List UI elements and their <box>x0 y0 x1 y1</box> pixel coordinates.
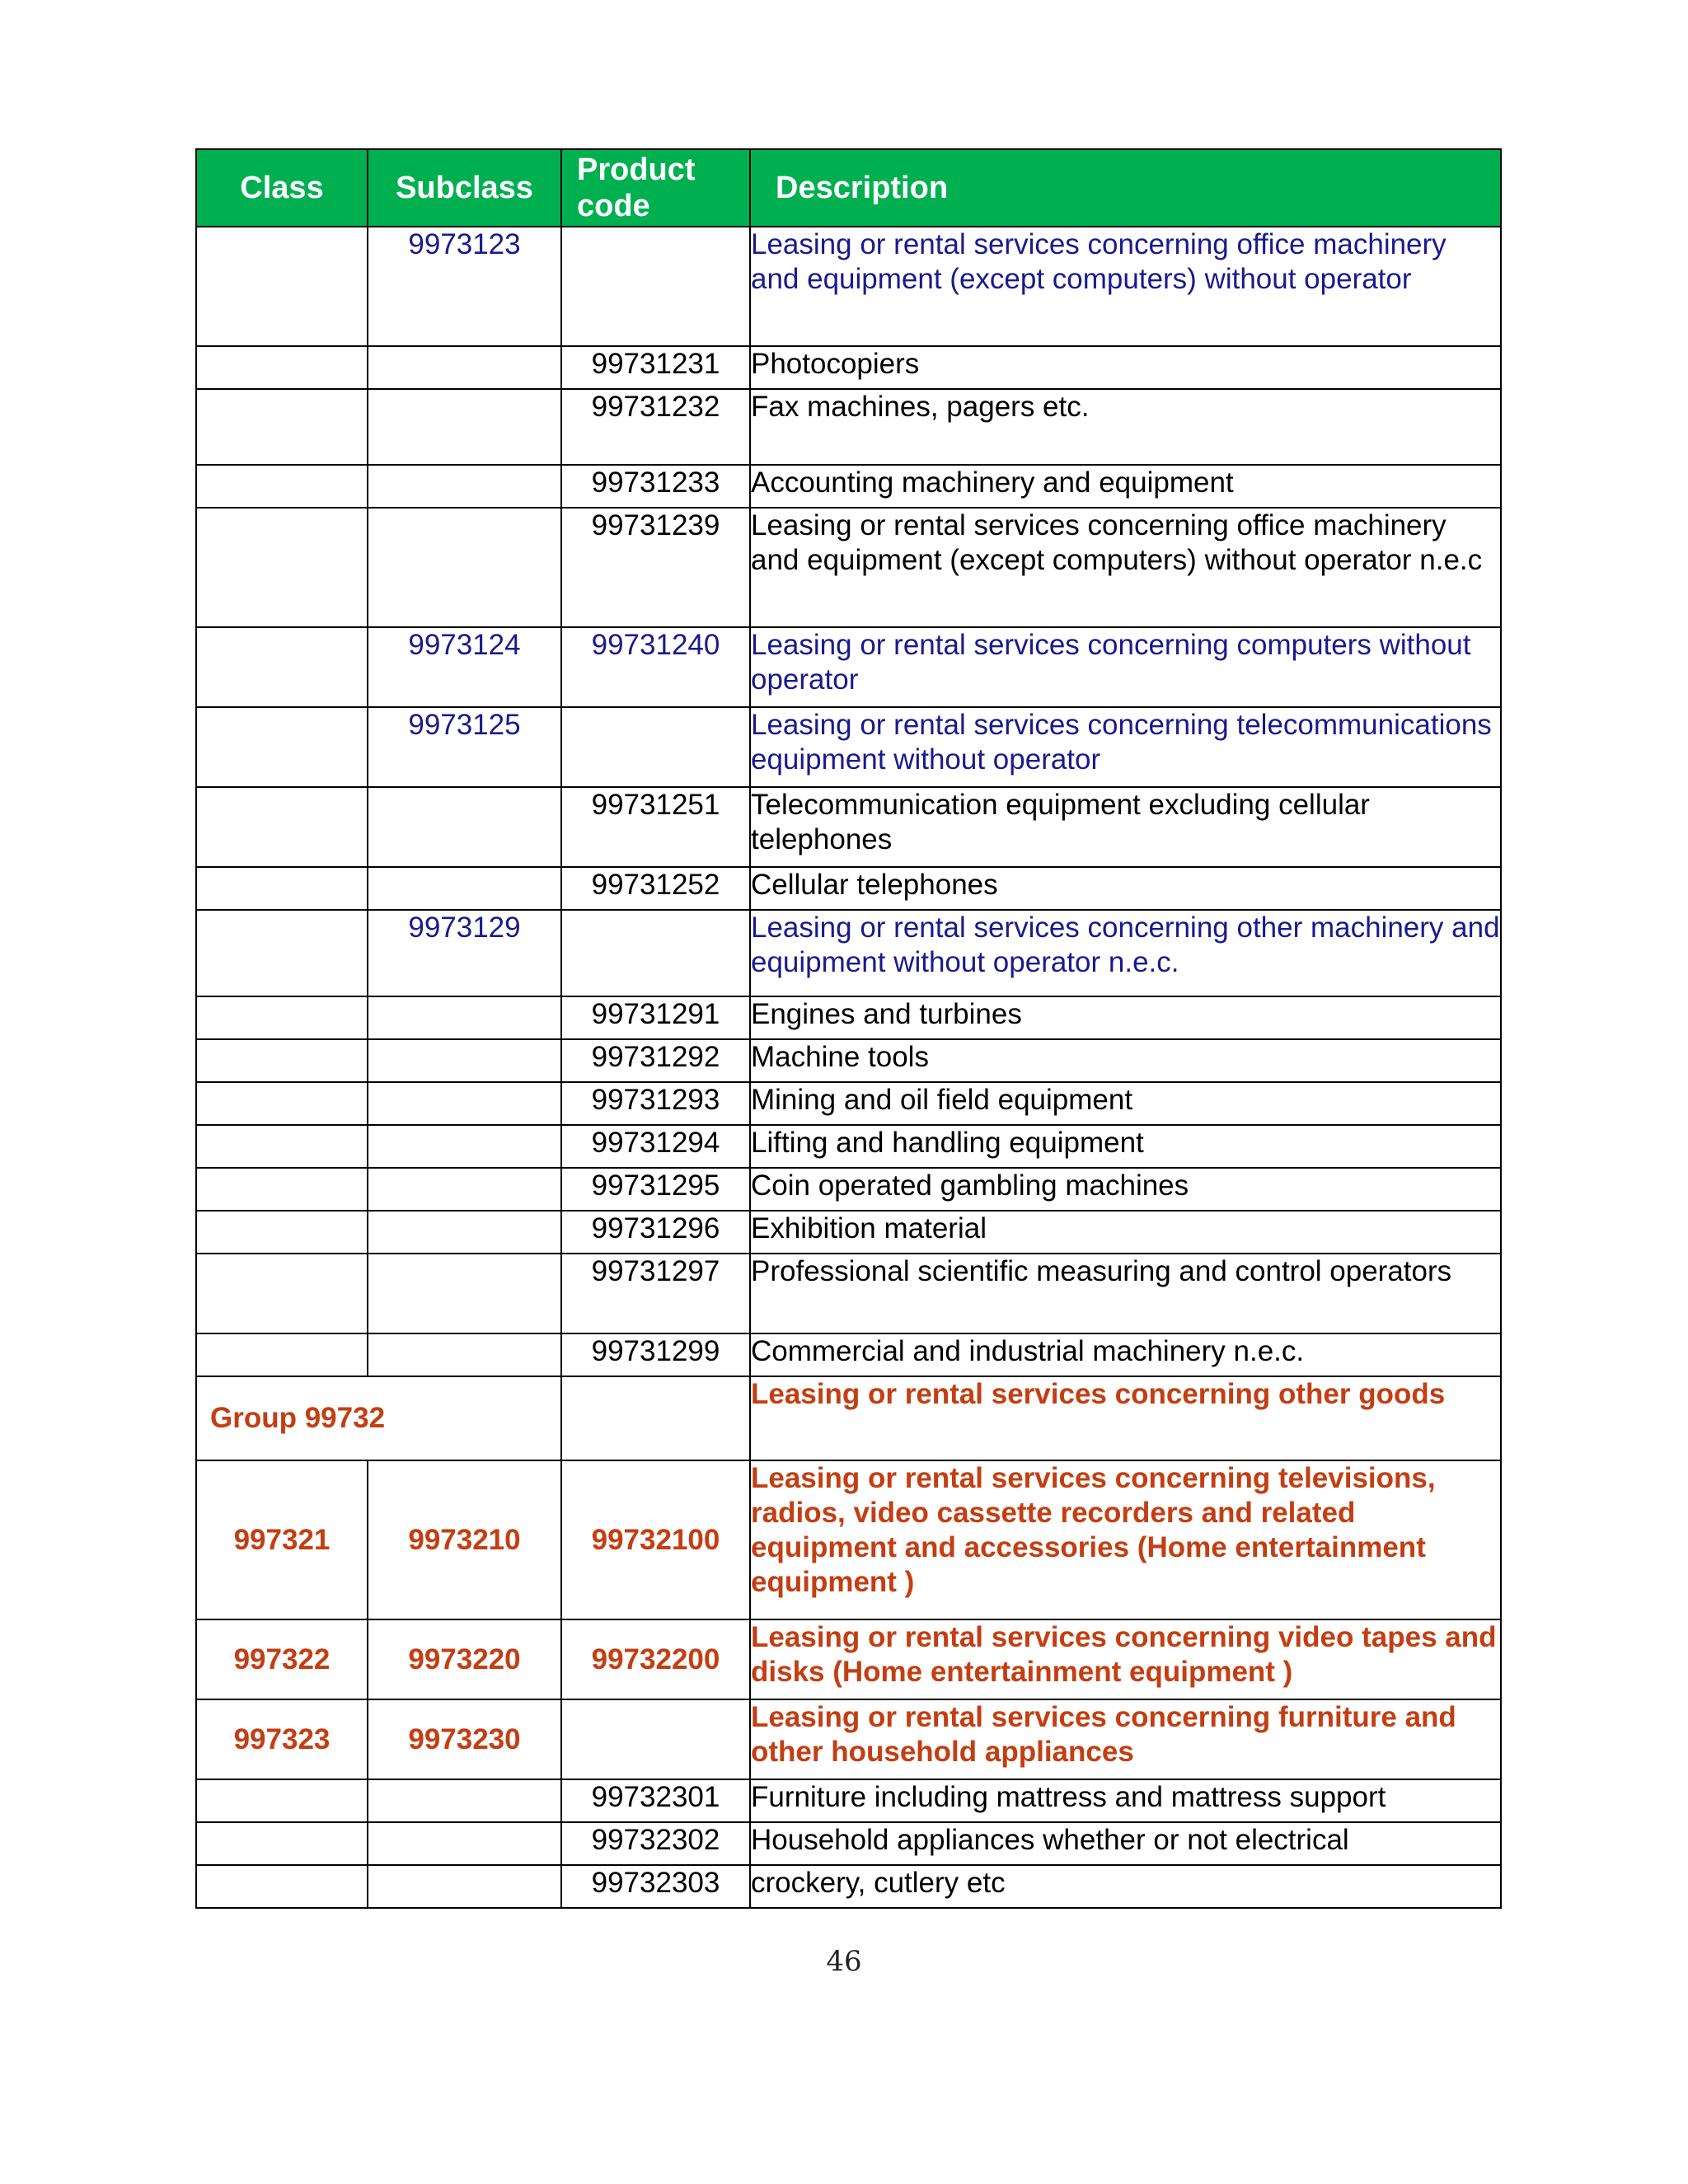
description-cell: Mining and oil field equipment <box>750 1082 1501 1125</box>
subclass-cell <box>368 1865 561 1908</box>
product-code-cell <box>561 707 750 787</box>
class-cell <box>196 1125 368 1168</box>
table-row <box>196 867 1501 910</box>
subclass-cell <box>368 787 561 867</box>
class-cell <box>196 346 368 389</box>
subclass-cell <box>368 1039 561 1082</box>
product-code-cell: 99731232 <box>561 389 750 465</box>
class-cell <box>196 1168 368 1211</box>
subclass-cell <box>368 508 561 627</box>
subclass-cell <box>368 1125 561 1168</box>
class-cell <box>196 1211 368 1254</box>
description-cell: Accounting machinery and equipment <box>750 465 1501 508</box>
product-code-cell: 99731240 <box>561 627 750 707</box>
product-code-cell: 99731239 <box>561 508 750 627</box>
subclass-cell: 9973124 <box>368 627 561 707</box>
subclass-cell: 9973220 <box>368 1619 561 1699</box>
description-cell: Leasing or rental services concerning computers without operator <box>750 627 1501 707</box>
description-cell: Leasing or rental services concerning other goods <box>750 1376 1501 1460</box>
table-row <box>196 1125 1501 1168</box>
subclass-cell <box>368 867 561 910</box>
subclass-cell <box>368 1779 561 1822</box>
table-row <box>196 1779 1501 1822</box>
table-row <box>196 787 1501 867</box>
class-cell: 997322 <box>196 1619 368 1699</box>
description-cell: Leasing or rental services concerning office machinery and equipment (except computers) without operator <box>750 227 1501 346</box>
description-cell: Machine tools <box>750 1039 1501 1082</box>
product-code-cell: 99732303 <box>561 1865 750 1908</box>
description-cell: Leasing or rental services concerning video tapes and disks (Home entertainment equipment ) <box>750 1619 1501 1699</box>
class-cell <box>196 707 368 787</box>
table-row <box>196 1211 1501 1254</box>
description-cell: Commercial and industrial machinery n.e.c. <box>750 1333 1501 1376</box>
classification-table <box>195 148 1502 1909</box>
subclass-cell <box>368 346 561 389</box>
page-number: 46 <box>826 1945 862 1978</box>
product-code-cell: 99732301 <box>561 1779 750 1822</box>
product-code-cell: 99731299 <box>561 1333 750 1376</box>
subclass-cell <box>368 1168 561 1211</box>
subclass-cell <box>368 1211 561 1254</box>
class-cell <box>196 787 368 867</box>
table-row <box>196 996 1501 1039</box>
product-code-cell: 99731251 <box>561 787 750 867</box>
table-row <box>196 508 1501 627</box>
product-code-cell: 99731292 <box>561 1039 750 1082</box>
header-product-code: Product code <box>561 149 750 227</box>
description-cell: Cellular telephones <box>750 867 1501 910</box>
table-row <box>196 1039 1501 1082</box>
product-code-cell: 99732100 <box>561 1460 750 1619</box>
description-cell: Telecommunication equipment excluding cellular telephones <box>750 787 1501 867</box>
subclass-cell <box>368 465 561 508</box>
class-cell: 997321 <box>196 1460 368 1619</box>
subclass-cell <box>368 389 561 465</box>
subclass-cell: 9973129 <box>368 910 561 996</box>
header-row <box>196 149 1501 227</box>
class-cell <box>196 867 368 910</box>
header-class: Class <box>196 149 368 227</box>
table-row <box>196 227 1501 346</box>
table-row <box>196 1822 1501 1865</box>
class-cell <box>196 910 368 996</box>
description-cell: Household appliances whether or not electrical <box>750 1822 1501 1865</box>
product-code-cell: 99731297 <box>561 1254 750 1333</box>
group-row <box>196 1376 1501 1460</box>
product-code-cell: 99731291 <box>561 996 750 1039</box>
subclass-cell <box>368 1254 561 1333</box>
subclass-cell: 9973125 <box>368 707 561 787</box>
table-row <box>196 346 1501 389</box>
description-cell: Coin operated gambling machines <box>750 1168 1501 1211</box>
class-cell: 997323 <box>196 1699 368 1779</box>
product-code-cell <box>561 1376 750 1460</box>
product-code-cell: 99732200 <box>561 1619 750 1699</box>
description-cell: Furniture including mattress and mattress support <box>750 1779 1501 1822</box>
product-code-cell <box>561 227 750 346</box>
subclass-cell: 9973123 <box>368 227 561 346</box>
description-cell: Lifting and handling equipment <box>750 1125 1501 1168</box>
product-code-cell: 99731296 <box>561 1211 750 1254</box>
description-cell: Engines and turbines <box>750 996 1501 1039</box>
table-row <box>196 1168 1501 1211</box>
class-cell <box>196 508 368 627</box>
group-label: Group 99732 <box>196 1376 561 1460</box>
class-cell <box>196 627 368 707</box>
class-cell <box>196 465 368 508</box>
product-code-cell: 99731295 <box>561 1168 750 1211</box>
class-cell <box>196 1254 368 1333</box>
product-code-cell: 99731294 <box>561 1125 750 1168</box>
table-row <box>196 1333 1501 1376</box>
table-row <box>196 465 1501 508</box>
description-cell: Exhibition material <box>750 1211 1501 1254</box>
table-row <box>196 1699 1501 1779</box>
description-cell: Leasing or rental services concerning other machinery and equipment without operator n.e.c. <box>750 910 1501 996</box>
product-code-cell: 99731231 <box>561 346 750 389</box>
subclass-cell <box>368 996 561 1039</box>
product-code-cell: 99731252 <box>561 867 750 910</box>
class-cell <box>196 1779 368 1822</box>
table-row <box>196 1619 1501 1699</box>
description-cell: Fax machines, pagers etc. <box>750 389 1501 465</box>
product-code-cell: 99732302 <box>561 1822 750 1865</box>
class-cell <box>196 227 368 346</box>
table-row <box>196 1865 1501 1908</box>
table-row <box>196 707 1501 787</box>
table-row <box>196 389 1501 465</box>
class-cell <box>196 1822 368 1865</box>
description-cell: crockery, cutlery etc <box>750 1865 1501 1908</box>
table-row <box>196 1460 1501 1619</box>
class-cell <box>196 1865 368 1908</box>
product-code-cell <box>561 1699 750 1779</box>
subclass-cell <box>368 1822 561 1865</box>
class-cell <box>196 1082 368 1125</box>
header-subclass: Subclass <box>368 149 561 227</box>
subclass-cell: 9973210 <box>368 1460 561 1619</box>
table-row <box>196 1254 1501 1333</box>
header-description: Description <box>750 149 1501 227</box>
table-row <box>196 910 1501 996</box>
description-cell: Professional scientific measuring and control operators <box>750 1254 1501 1333</box>
table-row <box>196 627 1501 707</box>
table-row <box>196 1082 1501 1125</box>
description-cell: Photocopiers <box>750 346 1501 389</box>
class-cell <box>196 1039 368 1082</box>
subclass-cell <box>368 1082 561 1125</box>
subclass-cell <box>368 1333 561 1376</box>
product-code-cell <box>561 910 750 996</box>
subclass-cell: 9973230 <box>368 1699 561 1779</box>
class-cell <box>196 389 368 465</box>
product-code-cell: 99731233 <box>561 465 750 508</box>
description-cell: Leasing or rental services concerning televisions, radios, video cassette recorders and related equipment and accessories (Home entertainment equipment ) <box>750 1460 1501 1619</box>
product-code-cell: 99731293 <box>561 1082 750 1125</box>
class-cell <box>196 1333 368 1376</box>
description-cell: Leasing or rental services concerning telecommunications equipment without operator <box>750 707 1501 787</box>
description-cell: Leasing or rental services concerning furniture and other household appliances <box>750 1699 1501 1779</box>
description-cell: Leasing or rental services concerning office machinery and equipment (except computers) without operator n.e.c <box>750 508 1501 627</box>
class-cell <box>196 996 368 1039</box>
